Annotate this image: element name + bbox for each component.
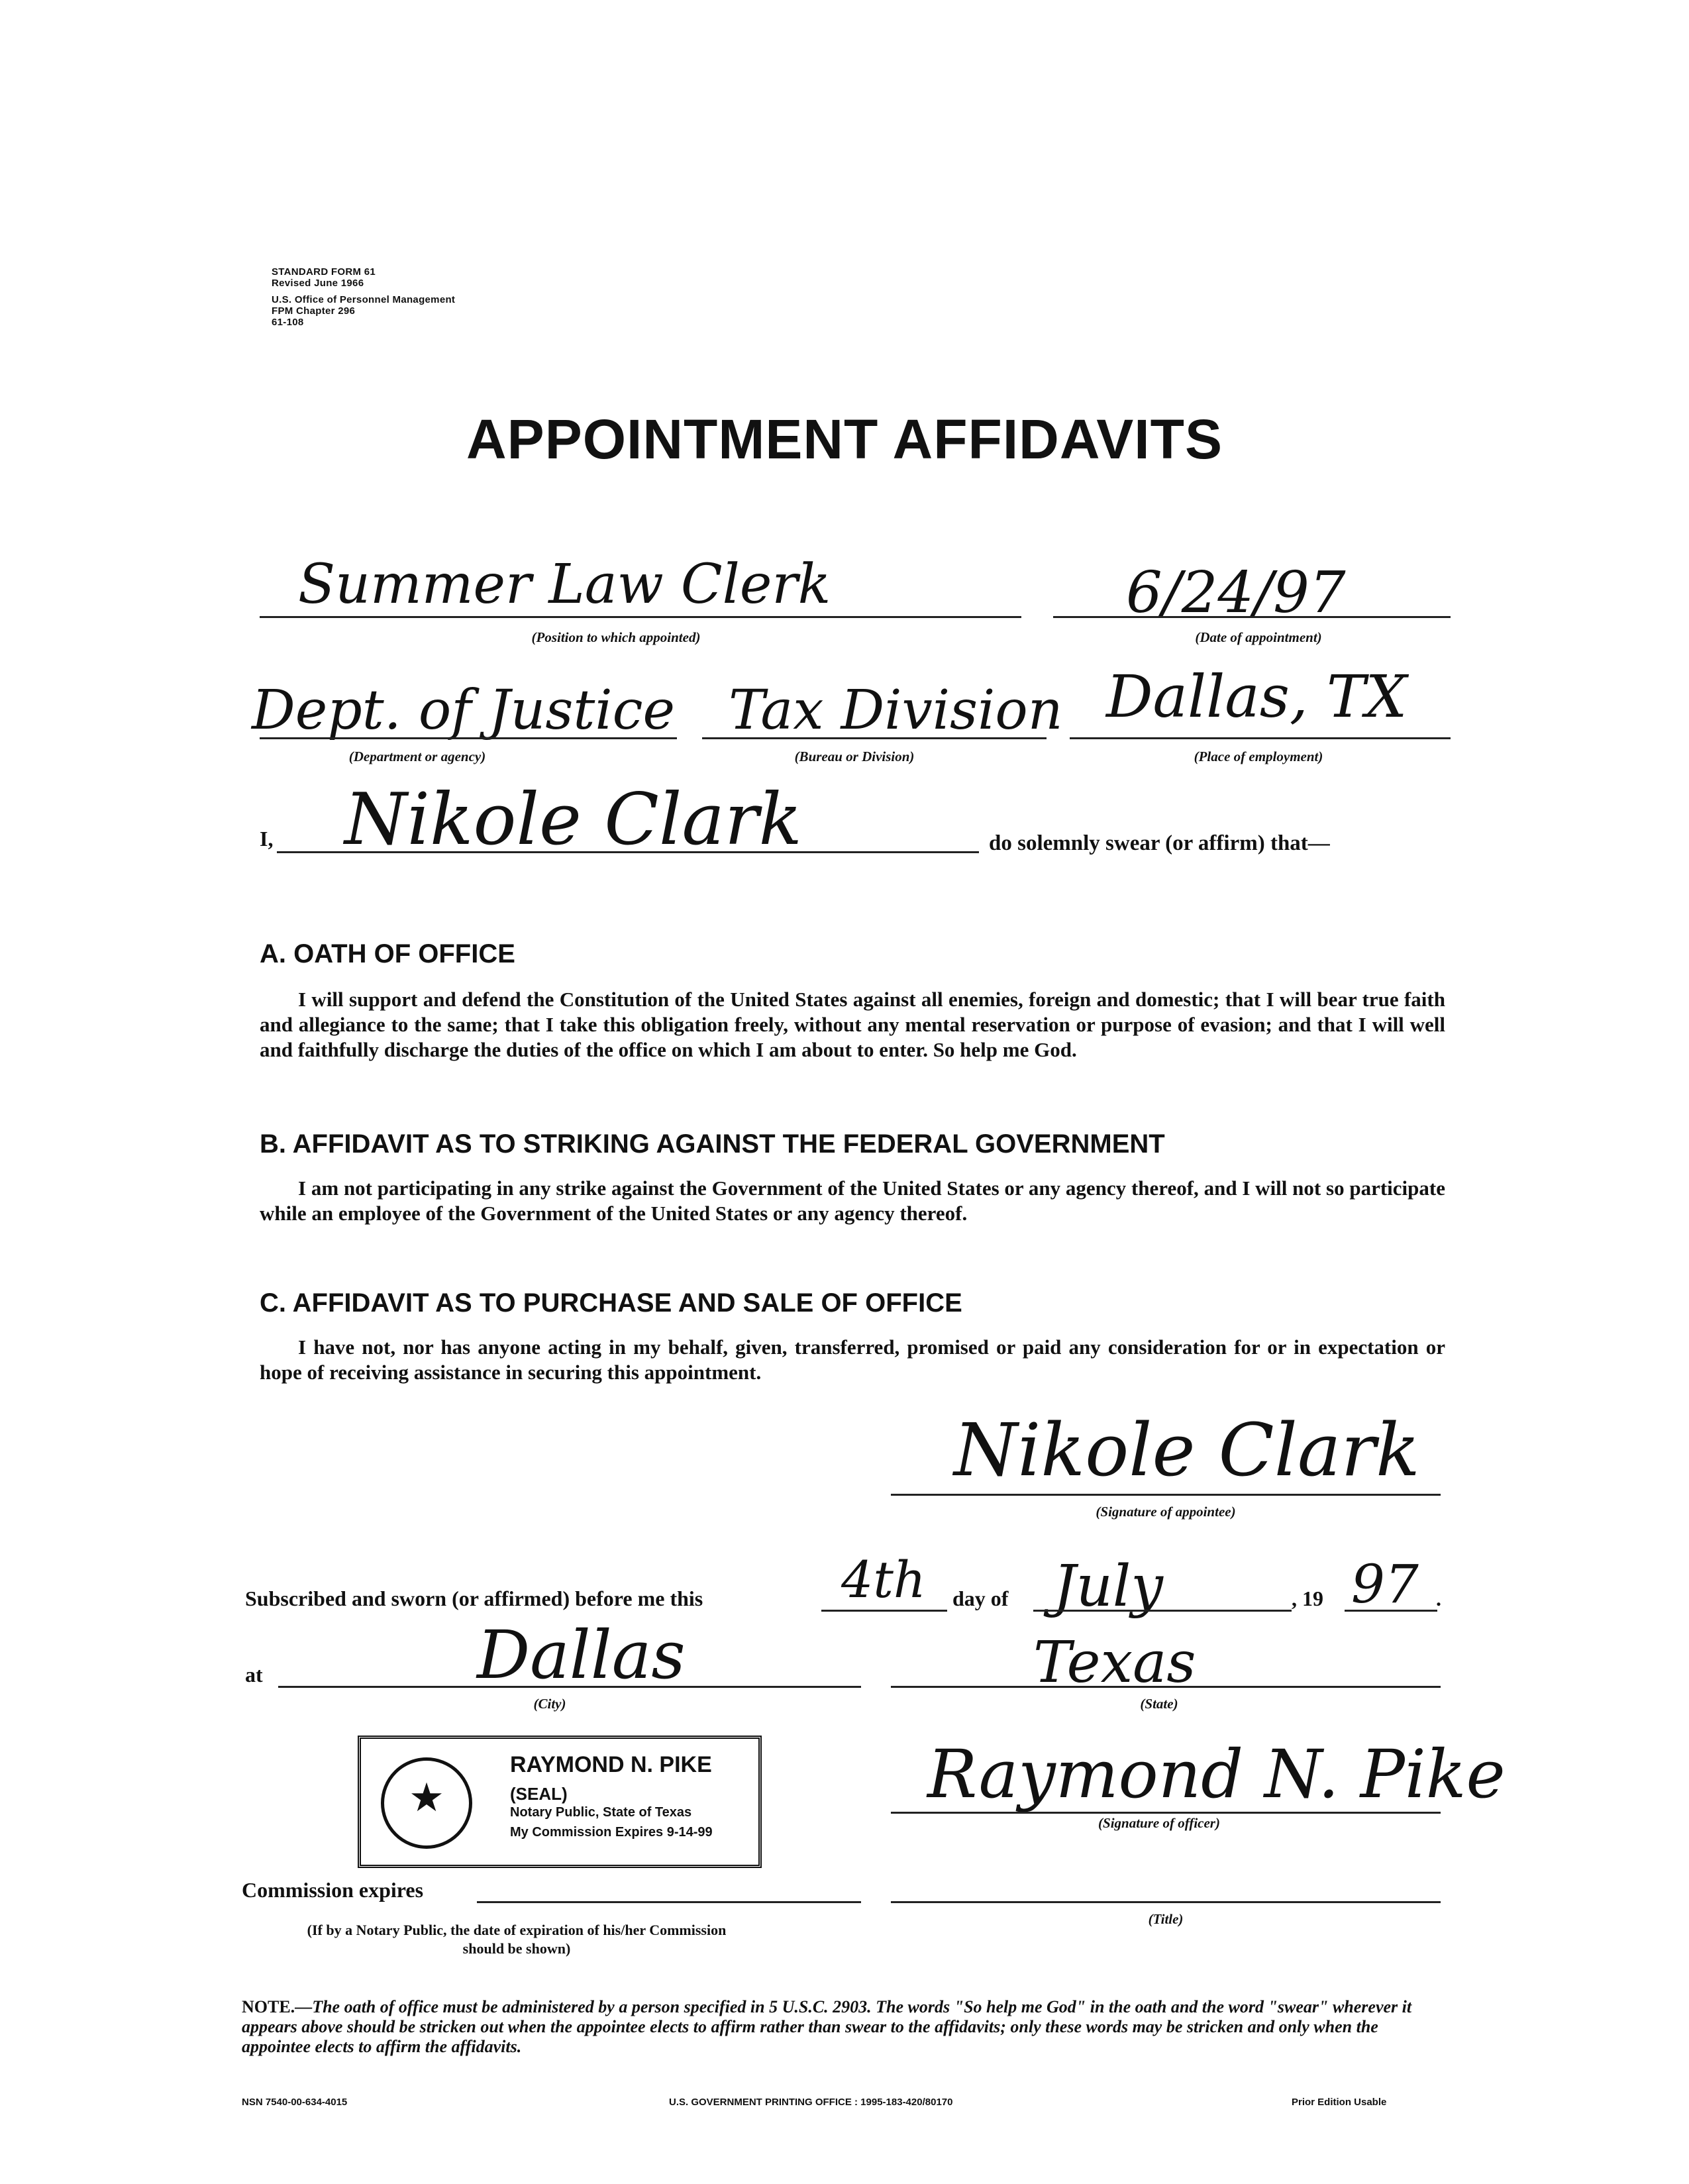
footer-prior-edition: Prior Edition Usable bbox=[1292, 2097, 1387, 2108]
appointee-signature: Nikole Clark bbox=[954, 1408, 1420, 1492]
form-fpm: FPM Chapter 296 bbox=[272, 305, 356, 317]
name-prefix: I, bbox=[260, 827, 274, 851]
form-agency: U.S. Office of Personnel Management bbox=[272, 294, 456, 305]
form-revised: Revised June 1966 bbox=[272, 278, 364, 289]
location-city: Dallas bbox=[477, 1616, 686, 1694]
location-city-line bbox=[278, 1686, 861, 1688]
section-b-text: I am not participating in any strike against the Government of the United States or any agency thereof, and I will not so participate while an employee of the Government of the United States or any agency thereof. bbox=[260, 1176, 1445, 1225]
location-state-line bbox=[891, 1686, 1441, 1688]
place-line bbox=[1070, 737, 1451, 739]
subscribed-year: 97 bbox=[1351, 1553, 1419, 1615]
department-line bbox=[260, 737, 677, 739]
position-value: Summer Law Clerk bbox=[298, 553, 831, 616]
commission-note: (If by a Notary Public, the date of expiration of his/her Commission should be shown) bbox=[307, 1922, 727, 1957]
subscribed-day: 4th bbox=[841, 1550, 926, 1609]
footer-gpo: U.S. GOVERNMENT PRINTING OFFICE : 1995-183-420/80170 bbox=[669, 2097, 953, 2108]
bureau-caption: (Bureau or Division) bbox=[794, 749, 915, 764]
position-caption: (Position to which appointed) bbox=[531, 629, 701, 645]
swear-text: do solemnly swear (or affirm) that— bbox=[989, 831, 1330, 855]
subscribed-month: July bbox=[1053, 1553, 1163, 1620]
bureau-value: Tax Division bbox=[729, 679, 1063, 742]
officer-signature-line bbox=[891, 1812, 1441, 1814]
officer-signature: Raymond N. Pike bbox=[927, 1736, 1506, 1813]
position-line bbox=[260, 616, 1021, 618]
seal-line-2: My Commission Expires 9-14-99 bbox=[510, 1825, 713, 1840]
footer-nsn: NSN 7540-00-634-4015 bbox=[242, 2097, 348, 2108]
title-caption: (Title) bbox=[1148, 1911, 1184, 1927]
location-state-caption: (State) bbox=[1140, 1696, 1178, 1712]
section-a-title: A. OATH OF OFFICE bbox=[260, 939, 515, 968]
name-value-text: Nikole Clark bbox=[344, 778, 802, 861]
seal-emblem bbox=[381, 1757, 472, 1849]
notary-seal bbox=[358, 1736, 762, 1868]
subscribed-prefix: Subscribed and sworn (or affirmed) before me this bbox=[245, 1586, 703, 1610]
commission-label: Commission expires bbox=[242, 1878, 424, 1902]
note bbox=[242, 1997, 1447, 2057]
date-line bbox=[1053, 616, 1451, 618]
date-value: 6/24/97 bbox=[1126, 560, 1346, 626]
form-code: 61-108 bbox=[272, 317, 304, 328]
subscribed-year-prefix: , 19 bbox=[1292, 1586, 1323, 1610]
subscribed-day-of: day of bbox=[952, 1586, 1009, 1610]
date-caption: (Date of appointment) bbox=[1195, 629, 1322, 645]
name-line bbox=[277, 851, 979, 853]
location-at-label: at bbox=[245, 1663, 263, 1687]
form-header bbox=[272, 266, 455, 328]
location-city-caption: (City) bbox=[533, 1696, 566, 1712]
star-icon: ★ bbox=[409, 1775, 444, 1821]
place-caption: (Place of employment) bbox=[1194, 749, 1323, 764]
department-value: Dept. of Justice bbox=[252, 679, 676, 742]
appointee-signature-line bbox=[891, 1494, 1441, 1496]
form-number: STANDARD FORM 61 bbox=[272, 266, 376, 278]
seal-line-1: Notary Public, State of Texas bbox=[510, 1805, 692, 1820]
officer-signature-caption: (Signature of officer) bbox=[1098, 1815, 1220, 1831]
bureau-line bbox=[702, 737, 1047, 739]
appointee-signature-caption: (Signature of appointee) bbox=[1096, 1504, 1236, 1520]
section-a-text: I will support and defend the Constitution of the United States against all enemies, foreign and domestic; that I will bear true faith and allegiance to the same; that I take this obligation freely, without any mental reservation or purpose of evasion; and that I will well and faithfully discharge the duties of the office on which I am about to enter. So help me God. bbox=[260, 988, 1445, 1061]
seal-notary-name: RAYMOND N. PIKE bbox=[510, 1752, 712, 1777]
department-caption: (Department or agency) bbox=[348, 749, 486, 764]
subscribed-day-line bbox=[821, 1610, 947, 1612]
note-label: NOTE.— bbox=[242, 1997, 313, 2016]
commission-line bbox=[477, 1901, 861, 1903]
section-b-title: B. AFFIDAVIT AS TO STRIKING AGAINST THE FEDERAL GOVERNMENT bbox=[260, 1129, 1165, 1159]
subscribed-year-line bbox=[1345, 1610, 1437, 1612]
note-text: The oath of office must be administered by a person specified in 5 U.S.C. 2903. The words "So help me God" in the oath and the word "swear" wherever it appears above should be stricken out when the appointee elects to affirm rather than swear to the affidavits; only these words may be stricken and only when the appointee elects to affirm the affidavits. bbox=[242, 1997, 1412, 2056]
subscribed-end: . bbox=[1436, 1586, 1441, 1610]
subscribed-month-line bbox=[1033, 1610, 1292, 1612]
location-state: Texas bbox=[1033, 1630, 1196, 1696]
title-line bbox=[891, 1901, 1441, 1903]
place-value: Dallas, TX bbox=[1106, 662, 1408, 731]
page-title: APPOINTMENT AFFIDAVITS bbox=[466, 408, 1223, 470]
section-c-title: C. AFFIDAVIT AS TO PURCHASE AND SALE OF OFFICE bbox=[260, 1288, 962, 1318]
section-c-text: I have not, nor has anyone acting in my behalf, given, transferred, promised or paid any consideration for or in expectation or hope of receiving assistance in securing this appointment. bbox=[260, 1335, 1445, 1384]
seal-stamp-label: (SEAL) bbox=[510, 1784, 568, 1804]
